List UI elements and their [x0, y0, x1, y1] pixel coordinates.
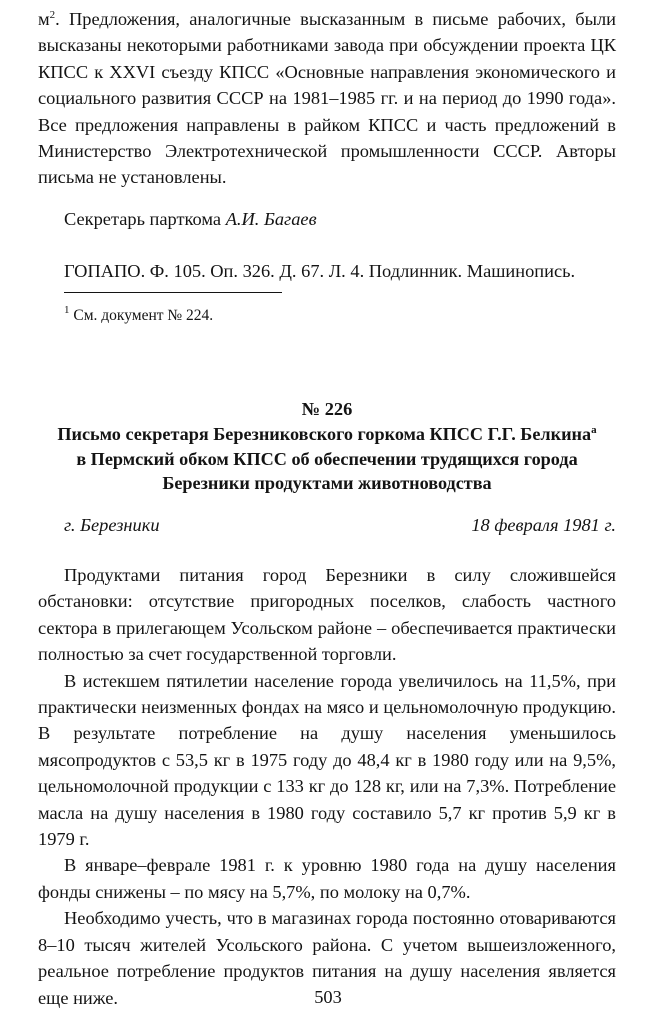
footnote-mark: 1	[64, 304, 70, 316]
continuation-paragraph	[38, 6, 616, 191]
place-date-line	[38, 512, 616, 538]
document-place: г. Березники	[64, 515, 160, 535]
document-title-line: Письмо секретаря Березниковского горкома КПСС Г.Г. Белкина$^а$	[57, 424, 597, 444]
document-title	[38, 422, 616, 496]
signature-role: Секретарь парткома	[64, 209, 222, 229]
paragraph-unit: м	[38, 9, 50, 29]
document-title-line: Березники продуктами животноводства	[162, 473, 492, 493]
paragraph-text: . Предложения, аналогичные высказанным в письме рабочих, были высказаны некоторыми работниками завода при обсуждении проекта ЦК КПСС к XXVI съезду КПСС «Основные направления экономического и социального развития СССР на 1981–1985 гг. и на период до 1990 года». Все предложения направлены в райком КПСС и часть предложений в Министерство Электротехнической промышленности СССР. Авторы письма не установлены.	[38, 9, 616, 188]
body-paragraph: В январе–феврале 1981 г. к уровню 1980 года на душу населения фонды снижены – по мясу на 5,7%, по молоку на 0,7%.	[38, 855, 616, 902]
continuation-paragraph-block	[38, 6, 616, 191]
title-footnote-mark: а	[591, 424, 597, 436]
footnote-text: См. документ № 224.	[73, 307, 214, 324]
document-title-line: в Пермский обком КПСС об обеспечении трудящихся города	[76, 448, 578, 469]
body-paragraph: Продуктами питания город Березники в силу сложившейся обстановки: отсутствие пригородных поселков, слабость частного сектора в прилегающем Усольском районе – обеспечивается практически полностью за счет государственной торговли.	[38, 565, 616, 665]
document-number: № 226	[301, 399, 353, 419]
body-paragraph: В истекшем пятилетии население города увеличилось на 11,5%, при практически неизменных фондах на мясо и цельномолочную продукцию. В результате потребление на душу населения уменьшилось мясопродуктов с 53,5 кг в 1975 году до 48,4 кг в 1980 году или на 9,5%, цельномолочной продукции с 133 кг до 128 кг, или на 7,3%. Потребление масла на душу населения в 1980 году составило 5,7 кг против 5,9 кг в 1979 г.	[38, 670, 616, 850]
page-number: 503	[314, 987, 342, 1007]
signature-line	[38, 206, 616, 232]
signature-name: А.И. Багаев	[225, 209, 317, 229]
body-paragraph: Необходимо учесть, что в магазинах города постоянно отовариваются 8–10 тысяч жителей Усольского района. С учетом вышеизложенного, реальное потребление продуктов питания на душу населения является еще ниже.	[38, 908, 616, 1008]
superscript: 2	[49, 9, 56, 21]
document-body	[38, 562, 616, 1011]
document-date: 18 февраля 1981 г.	[471, 515, 616, 535]
archive-reference-text: ГОПАПО. Ф. 105. Оп. 326. Д. 67. Л. 4. Подлинник. Машинопись.	[64, 261, 576, 281]
archive-reference	[38, 258, 616, 284]
footnote-divider	[64, 292, 282, 293]
footnote	[38, 306, 616, 326]
